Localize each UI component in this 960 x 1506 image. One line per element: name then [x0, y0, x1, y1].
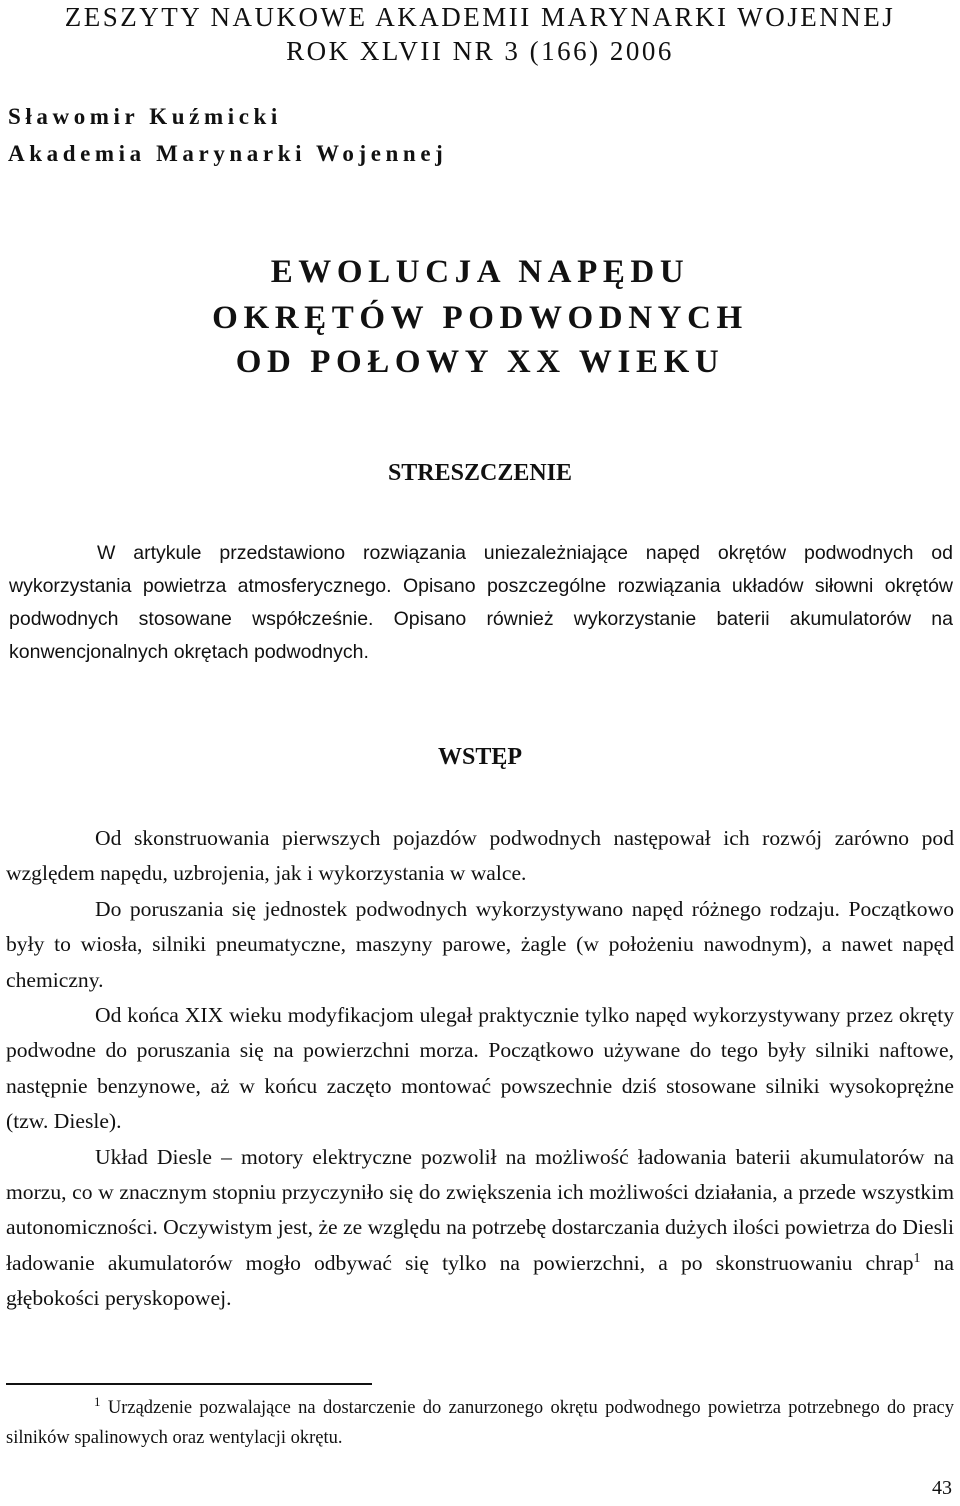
intro-heading: WSTĘP	[437, 744, 523, 770]
intro-paragraph-text: Układ Diesle – motory elektryczne pozwolił na możliwość ładowania baterii akumulatorów na morzu, co w znacznym stopniu przyczyniło się do zwiększenia ich możliwości działania, a przede wszystkim autonomiczności. Oczywistym jest, że ze względu na potrzebę dostarczania dużych ilości powietrza do Diesli ładowanie akumulatorów mogło odbywać się tylko na powierzchni, a po skonstruowaniu chrap	[6, 1144, 954, 1275]
intro-paragraph: Do poruszania się jednostek podwodnych wykorzystywano napęd różnego rodzaju. Początkowo były to wiosła, silniki pneumatyczne, maszyny parowe, żagle (w położeniu nawodnym), a nawet napęd chemiczny.	[6, 896, 954, 992]
footnote-text: Urządzenie pozwalające na dostarczenie do zanurzonego okrętu podwodnego powietrza potrzebnego do pracy silników spalinowych oraz wentylacji okrętu.	[6, 1398, 954, 1448]
intro-paragraph: Od skonstruowania pierwszych pojazdów podwodnych następował ich rozwój zarówno pod względem napędu, uzbrojenia, jak i wykorzystania w walce.	[6, 826, 954, 886]
page-number: 43	[932, 1477, 952, 1499]
intro-paragraph	[6, 1140, 954, 1317]
article-title-line-1: EWOLUCJA NAPĘDU	[270, 254, 690, 290]
author-name: Sławomir Kuźmicki	[8, 104, 282, 129]
intro-body	[6, 821, 954, 1317]
footnote-marker: 1	[94, 1393, 101, 1409]
journal-name: ZESZYTY NAUKOWE AKADEMII MARYNARKI WOJENNEJ	[64, 2, 896, 32]
abstract-text: W artykule przedstawiono rozwiązania uniezależniające napęd okrętów podwodnych od wykorzystania powietrza atmosferycznego. Opisano poszczególne rozwiązania układów siłowni okrętów podwodnych stosowane współcześnie. Opisano również wykorzystanie baterii akumulatorów na konwencjonalnych okrętach podwodnych.	[9, 542, 953, 663]
author-affiliation: Akademia Marynarki Wojennej	[8, 141, 448, 166]
footnote-separator	[6, 1383, 372, 1385]
article-title-line-2: OKRĘTÓW PODWODNYCH	[212, 300, 748, 336]
intro-paragraph: Od końca XIX wieku modyfikacjom ulegał praktycznie tylko napęd wykorzystywany przez okręty podwodne do poruszania się na powierzchni morza. Początkowo używane do tego były silniki naftowe, następnie benzynowe, aż w końcu zaczęto montować powszechnie dziś stosowane silniki wysokoprężne (tzw. Diesle).	[6, 1003, 954, 1134]
abstract-heading: STRESZCZENIE	[387, 460, 573, 486]
intro-paragraph-tail: na głębokości peryskopowej.	[6, 1250, 954, 1311]
article-title-line-3: OD POŁOWY XX WIEKU	[235, 344, 725, 380]
footnote	[6, 1393, 954, 1453]
journal-issue: ROK XLVII NR 3 (166) 2006	[286, 36, 674, 66]
footnote-reference[interactable]: 1	[913, 1250, 921, 1266]
